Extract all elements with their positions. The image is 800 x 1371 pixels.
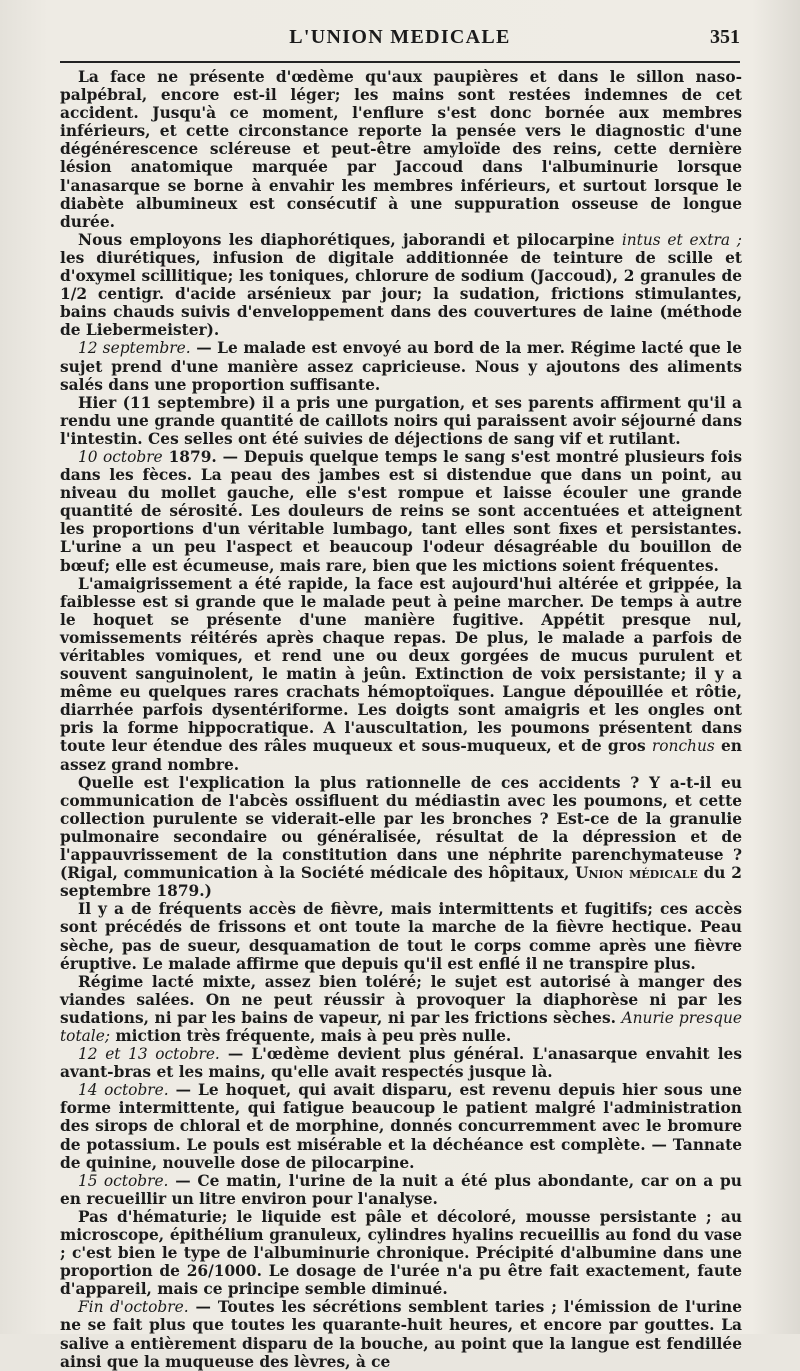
entry-date: 15 octobre. [78, 1171, 169, 1190]
header-rule [60, 61, 740, 63]
paragraph-6: L'amaigrissement a été rapide, la face est aujourd'hui altérée et grippée, la faiblesse est si grande que le malade peut à peine marcher. De temps à autre le hoquet se présente d'une manière fugitive. Appétit presque nul, vomissements réitérés après chaque repas. De plus, le malade a parfois de véritables vomiques, et rend une ou deux gorgées de mucus purulent et souvent sanguinolent, le matin à jeûn. Extinction de voix persistante; il y a même eu quelques rares crachats hémoptoïques. Langue dépouillée et rôtie, diarrhée parfois dysentériforme. Les doigts sont amaigris et les ongles ont pris la forme hippocratique. A l'auscultation, les poumons présentent dans toute leur étendue des râles muqueux et sous-muqueux, et de gros ronchus en assez grand nombre. [60, 574, 742, 774]
paragraph-4: Hier (11 septembre) il a pris une purgation, et ses parents affirment qu'il a rendu une grande quantité de caillots noirs qui paraissent avoir séjourné dans l'intestin. Ces selles ont été suivies de déjections de sang vif et rutilant. [60, 393, 742, 448]
page-number: 351 [710, 26, 740, 48]
paragraph-11: 14 octobre. — Le hoquet, qui avait disparu, est revenu depuis hier sous une forme intermittente, qui fatigue beaucoup le patient malgré l'administration des sirops de chloral et de morphine, donnés concurremment avec le bromure de potassium. Le pouls est misérable et la déchéance est complète. — Tannate de quinine, nouvelle dose de pilocarpine. [60, 1081, 742, 1172]
paragraph-13: Pas d'hématurie; le liquide est pâle et décoloré, mousse persistante ; au microscope, épithélium granuleux, cylindres hyalins recueillis au fond du vase ; c'est bien le type de l'albuminurie chronique. Précipité d'albumine dans une proportion de 26/1000. Le dosage de l'urée n'a pu être fait exactement, faute d'appareil, mais ce principe semble diminué. [60, 1207, 742, 1299]
paragraph-2: Nous employons les diaphorétiques, jaborandi et pilocarpine intus et extra ; les diurétiques, infusion de digitale additionnée de teinture de scille et d'oxymel scillitique; les toniques, chlorure de sodium (Jaccoud), 2 granules de 1/2 centigr. d'acide arsénieux par jour; la sudation, frictions stimulantes, bains chauds suivis d'enveloppement dans des couvertures de laine (méthode de Liebermeister). [60, 230, 742, 340]
paragraph-8: Il y a de fréquents accès de fièvre, mais intermittents et fugitifs; ces accès sont précédés de frissons et ont toute la marche de la fièvre hectique. Peau sèche, pas de sueur, desquamation de tout le corps comme après une fièvre éruptive. Le malade affirme que depuis qu'il est enflé il ne transpire plus. [60, 900, 742, 973]
paragraph-12: 15 octobre. — Ce matin, l'urine de la nuit a été plus abondante, car on a pu en recueillir un litre environ pour l'analyse. [60, 1171, 742, 1208]
entry-date: Fin d'octobre. [78, 1298, 189, 1317]
entry-date: 12 et 13 octobre. [78, 1045, 220, 1064]
journal-reference: Union médicale [575, 864, 698, 883]
running-title: L'UNION MEDICALE [289, 26, 511, 48]
paragraph-10: 12 et 13 octobre. — L'œdème devient plus général. L'anasarque envahit les avant-bras et les mains, qu'elle avait respectés jusque là. [60, 1045, 742, 1082]
article-body [60, 68, 742, 1371]
paragraph-7: Quelle est l'explication la plus rationnelle de ces accidents ? Y a-t-il eu communication de l'abcès ossifluent du médiastin avec les poumons, et cette collection purulente se viderait-elle par les bronches ? Est-ce de la granulie pulmonaire secondaire ou généralisée, résultat de la dépression et de l'appauvrissement de la constitution dans une néphrite parenchymateuse ? (Rigal, communication à la Société médicale des hôpitaux, Union médicale du 2 septembre 1879.) [60, 773, 742, 901]
entry-date: 12 septembre. [78, 339, 191, 358]
paragraph-9: Régime lacté mixte, assez bien toléré; le sujet est autorisé à manger des viandes salées. On ne peut réussir à provoquer la diaphorèse ni par les sudations, ni par les bains de vapeur, ni par les frictions sèches. Anurie presque totale; miction très fréquente, mais à peu près nulle. [60, 972, 742, 1045]
entry-date: 10 octobre [78, 447, 163, 466]
paragraph-1: La face ne présente d'œdème qu'aux paupières et dans le sillon naso-palpébral, encore est-il léger; les mains sont restées indemnes de cet accident. Jusqu'à ce moment, l'enflure s'est donc bornée aux membres inférieurs, et cette circonstance reporte la pensée vers le diagnostic d'une dégénérescence scléreuse et peut-être amyloïde des reins, cette dernière lésion anatomique marquée par Jaccoud dans l'albuminurie lorsque l'anasarque se borne à envahir les membres inférieurs, et surtout lorsque le diabète albumineux est consécutif à une suppuration osseuse de longue durée. [60, 68, 742, 231]
paragraph-3: 12 septembre. — Le malade est envoyé au bord de la mer. Régime lacté que le sujet prend d'une manière assez capricieuse. Nous y ajoutons des aliments salés dans une proportion suffisante. [60, 339, 742, 394]
page-header [60, 26, 740, 56]
entry-date: 14 octobre. [78, 1081, 169, 1100]
paragraph-14: Fin d'octobre. — Toutes les sécrétions semblent taries ; l'émission de l'urine ne se fait plus que toutes les quarante-huit heures, et encore par gouttes. La salive a entièrement disparu de la bouche, au point que la langue est fendillée ainsi que la muqueuse des lèvres, à ce [60, 1298, 742, 1371]
paragraph-5: 10 octobre 1879. — Depuis quelque temps le sang s'est montré plusieurs fois dans les fèces. La peau des jambes est si distendue que dans un point, au niveau du mollet gauche, elle s'est rompue et laisse écouler une grande quantité de sérosité. Les douleurs de reins se sont accentuées et atteignent les proportions d'un véritable lumbago, tant elles sont fixes et persistantes. L'urine a un peu l'aspect et beaucoup l'odeur désagréable du bouillon de bœuf; elle est écumeuse, mais rare, bien que les mictions soient fréquentes. [60, 447, 742, 575]
